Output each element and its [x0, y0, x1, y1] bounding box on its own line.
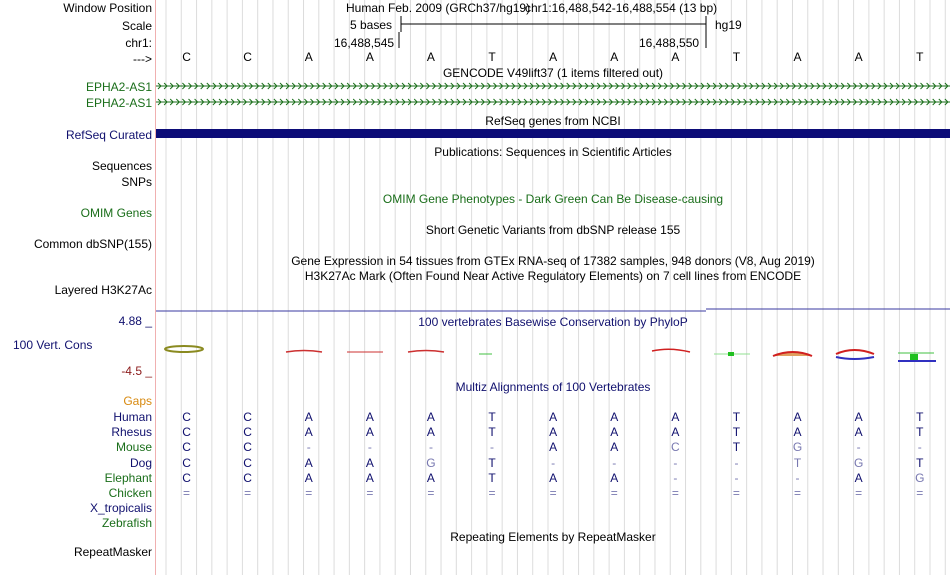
base-2: C: [243, 50, 252, 64]
repeatmasker-label[interactable]: RepeatMasker: [73, 545, 152, 559]
omim-genes-label[interactable]: OMIM Genes: [80, 206, 152, 220]
align-cell-dog-3: A: [304, 455, 313, 470]
cons-track-label[interactable]: 100 Vert. Cons: [13, 338, 93, 352]
align-cell-human-9: A: [671, 410, 680, 424]
align-cell-rhesus-3: A: [304, 425, 313, 440]
cons-min-label: -4.5 _: [121, 364, 152, 378]
cons-mark-6: [652, 349, 690, 352]
coord-left: 16,488,545: [334, 36, 395, 50]
align-cell-mouse-5: -: [428, 440, 433, 455]
species-label-rhesus[interactable]: Rhesus: [111, 425, 152, 440]
align-cell-rhesus-8: A: [610, 425, 619, 440]
align-cell-human-2: C: [243, 410, 252, 424]
base-4: A: [365, 50, 374, 64]
cons-mark-4: [408, 351, 444, 353]
multiz-track-title[interactable]: Multiz Alignments of 100 Vertebrates: [455, 380, 651, 394]
h3k27ac-signal[interactable]: [156, 305, 950, 313]
species-label-dog[interactable]: Dog: [129, 455, 152, 470]
align-cell-rhesus-7: A: [549, 425, 558, 440]
gaps-label[interactable]: Gaps: [123, 394, 152, 408]
align-cell-mouse-1: C: [182, 440, 191, 455]
species-label-x_tropicalis[interactable]: X_tropicalis: [89, 501, 152, 516]
align-cell-dog-8: -: [612, 455, 617, 470]
base-7: A: [549, 50, 558, 64]
align-cell-human-11: A: [793, 410, 802, 424]
align-cell-mouse-8: A: [610, 440, 619, 455]
align-cell-elephant-4: A: [365, 470, 374, 485]
window-position-label: Window Position: [63, 1, 152, 15]
species-label-zebrafish[interactable]: Zebrafish: [101, 516, 152, 531]
gencode-track-title[interactable]: GENCODE V49lift37 (1 items filtered out): [442, 66, 664, 80]
base-5: A: [426, 50, 435, 64]
align-cell-elephant-9: -: [673, 470, 678, 485]
cons-mark-9b: [836, 357, 874, 359]
align-cell-rhesus-10: T: [732, 425, 741, 440]
align-cell-elephant-12: A: [854, 470, 863, 485]
align-cell-dog-9: -: [673, 455, 678, 470]
chr-label: chr1:: [125, 36, 152, 50]
base-10: T: [732, 50, 741, 64]
align-cell-dog-4: A: [365, 455, 374, 470]
align-cell-elephant-8: A: [610, 470, 619, 485]
species-label-mouse[interactable]: Mouse: [115, 440, 152, 455]
align-cell-chicken-11: =: [794, 486, 802, 500]
align-cell-elephant-10: -: [734, 470, 739, 485]
snps-label[interactable]: SNPs: [121, 175, 152, 189]
publications-track-title[interactable]: Publications: Sequences in Scientific Articles: [434, 145, 672, 159]
align-cell-elephant-5: A: [426, 470, 435, 485]
align-cell-human-13: T: [916, 410, 924, 424]
base-6: T: [488, 50, 496, 64]
species-label-elephant[interactable]: Elephant: [104, 470, 152, 485]
align-cell-human-6: T: [488, 410, 496, 424]
align-cell-mouse-13: -: [917, 440, 922, 455]
align-cell-chicken-10: =: [732, 486, 740, 500]
align-cell-human-7: A: [549, 410, 558, 424]
dbsnp-label[interactable]: Common dbSNP(155): [33, 237, 152, 251]
align-cell-dog-7: -: [551, 455, 556, 470]
omim-track-title[interactable]: OMIM Gene Phenotypes - Dark Green Can Be Disease-causing: [382, 192, 724, 206]
align-cell-elephant-13: G: [915, 470, 925, 485]
align-cell-mouse-3: -: [306, 440, 311, 455]
align-cell-mouse-12: -: [856, 440, 861, 455]
align-cell-rhesus-13: T: [916, 425, 924, 440]
align-cell-mouse-4: -: [367, 440, 372, 455]
align-cell-human-8: A: [610, 410, 619, 424]
align-cell-dog-11: T: [793, 455, 802, 470]
gene-label-epha2-as1[interactable]: EPHA2-AS1: [85, 80, 152, 94]
align-cell-rhesus-6: T: [488, 425, 496, 440]
align-cell-mouse-6: -: [490, 440, 495, 455]
repeatmasker-track-title[interactable]: Repeating Elements by RepeatMasker: [450, 530, 656, 544]
align-cell-rhesus-4: A: [365, 425, 374, 440]
coord-right: 16,488,550: [639, 36, 700, 50]
align-cell-rhesus-11: A: [793, 425, 802, 440]
base-1: C: [182, 50, 191, 64]
align-cell-rhesus-5: A: [426, 425, 435, 440]
gtex-track-title[interactable]: Gene Expression in 54 tissues from GTEx RNA-seq of 17382 samples, 948 donors (V8, Aug 2019): [291, 254, 815, 268]
coord-ticks: [398, 32, 710, 50]
base-3: A: [304, 50, 313, 64]
align-cell-rhesus-12: A: [854, 425, 863, 440]
conservation-plot[interactable]: [156, 340, 950, 366]
strand-arrow: --->: [133, 52, 152, 66]
align-cell-human-12: A: [854, 410, 863, 424]
align-cell-chicken-4: =: [366, 486, 374, 500]
refseq-feature-bar[interactable]: [156, 129, 950, 138]
position-text: chr1:16,488,542-16,488,554 (13 bp): [525, 1, 718, 15]
align-cell-dog-6: T: [488, 455, 496, 470]
phylop-track-title[interactable]: 100 vertebrates Basewise Conservation by PhyloP: [418, 315, 688, 329]
cons-mark-7b: [728, 352, 734, 356]
align-cell-rhesus-9: A: [671, 425, 680, 440]
align-cell-mouse-7: A: [549, 440, 558, 455]
cons-mark-1: [165, 346, 203, 352]
h3k27ac-label[interactable]: Layered H3K27Ac: [54, 283, 152, 297]
align-cell-chicken-7: =: [549, 486, 557, 500]
species-label-chicken[interactable]: Chicken: [108, 486, 152, 500]
align-cell-human-5: A: [426, 410, 435, 424]
align-cell-chicken-12: =: [855, 486, 863, 500]
align-cell-human-3: A: [304, 410, 313, 424]
align-cell-elephant-11: -: [795, 470, 800, 485]
gene-label-epha2-as1-2[interactable]: EPHA2-AS1: [85, 96, 152, 110]
align-cell-dog-2: C: [243, 455, 252, 470]
refseq-track-title[interactable]: RefSeq genes from NCBI: [485, 114, 621, 128]
align-cell-mouse-11: G: [792, 440, 803, 455]
align-cell-chicken-6: =: [488, 486, 496, 500]
base-12: A: [854, 50, 863, 64]
h3k27ac-track-title[interactable]: H3K27Ac Mark (Often Found Near Active Regulatory Elements) on 7 cell lines from ENCODE: [304, 269, 802, 283]
dbsnp-track-title[interactable]: Short Genetic Variants from dbSNP release 155: [425, 223, 681, 237]
cons-mark-9: [836, 350, 874, 354]
base-13: T: [916, 50, 924, 64]
align-cell-chicken-13: =: [916, 486, 924, 500]
refseq-curated-label[interactable]: RefSeq Curated: [65, 128, 152, 142]
align-cell-dog-1: C: [182, 455, 191, 470]
scale-bar-text: 5 bases: [350, 18, 393, 32]
align-cell-rhesus-1: C: [182, 425, 191, 440]
base-8: A: [610, 50, 619, 64]
base-11: A: [793, 50, 802, 64]
align-cell-dog-10: -: [734, 455, 739, 470]
align-cell-chicken-9: =: [671, 486, 679, 500]
align-cell-chicken-8: =: [610, 486, 618, 500]
align-cell-chicken-1: =: [183, 486, 191, 500]
align-cell-human-10: T: [732, 410, 741, 424]
align-cell-chicken-3: =: [305, 486, 313, 500]
align-cell-mouse-9: C: [671, 440, 680, 455]
scale-db: hg19: [715, 18, 742, 32]
sequences-label[interactable]: Sequences: [91, 159, 152, 173]
scale-label: Scale: [121, 19, 152, 33]
align-cell-human-4: A: [365, 410, 374, 424]
align-cell-human-1: C: [182, 410, 191, 424]
align-cell-elephant-7: A: [549, 470, 558, 485]
gene-feature-epha2-as1[interactable]: [156, 82, 950, 110]
cons-max-label: 4.88 _: [118, 314, 152, 328]
align-cell-elephant-2: C: [243, 470, 252, 485]
align-cell-chicken-5: =: [427, 486, 435, 500]
align-cell-mouse-2: C: [243, 440, 252, 455]
base-9: A: [671, 50, 680, 64]
align-cell-chicken-2: =: [244, 486, 252, 500]
species-label-human[interactable]: Human: [113, 410, 152, 424]
align-cell-elephant-3: A: [304, 470, 313, 485]
align-cell-elephant-6: T: [488, 470, 496, 485]
align-cell-dog-13: T: [916, 455, 924, 470]
cons-mark-8: [773, 352, 812, 356]
cons-mark-2: [286, 351, 322, 353]
assembly-title: Human Feb. 2009 (GRCh37/hg19): [346, 1, 531, 15]
align-cell-elephant-1: C: [182, 470, 191, 485]
align-cell-mouse-10: T: [732, 440, 741, 455]
align-cell-dog-5: G: [426, 455, 436, 470]
cons-mark-10b: [910, 354, 918, 360]
align-cell-dog-12: G: [853, 455, 864, 470]
align-cell-rhesus-2: C: [243, 425, 252, 440]
